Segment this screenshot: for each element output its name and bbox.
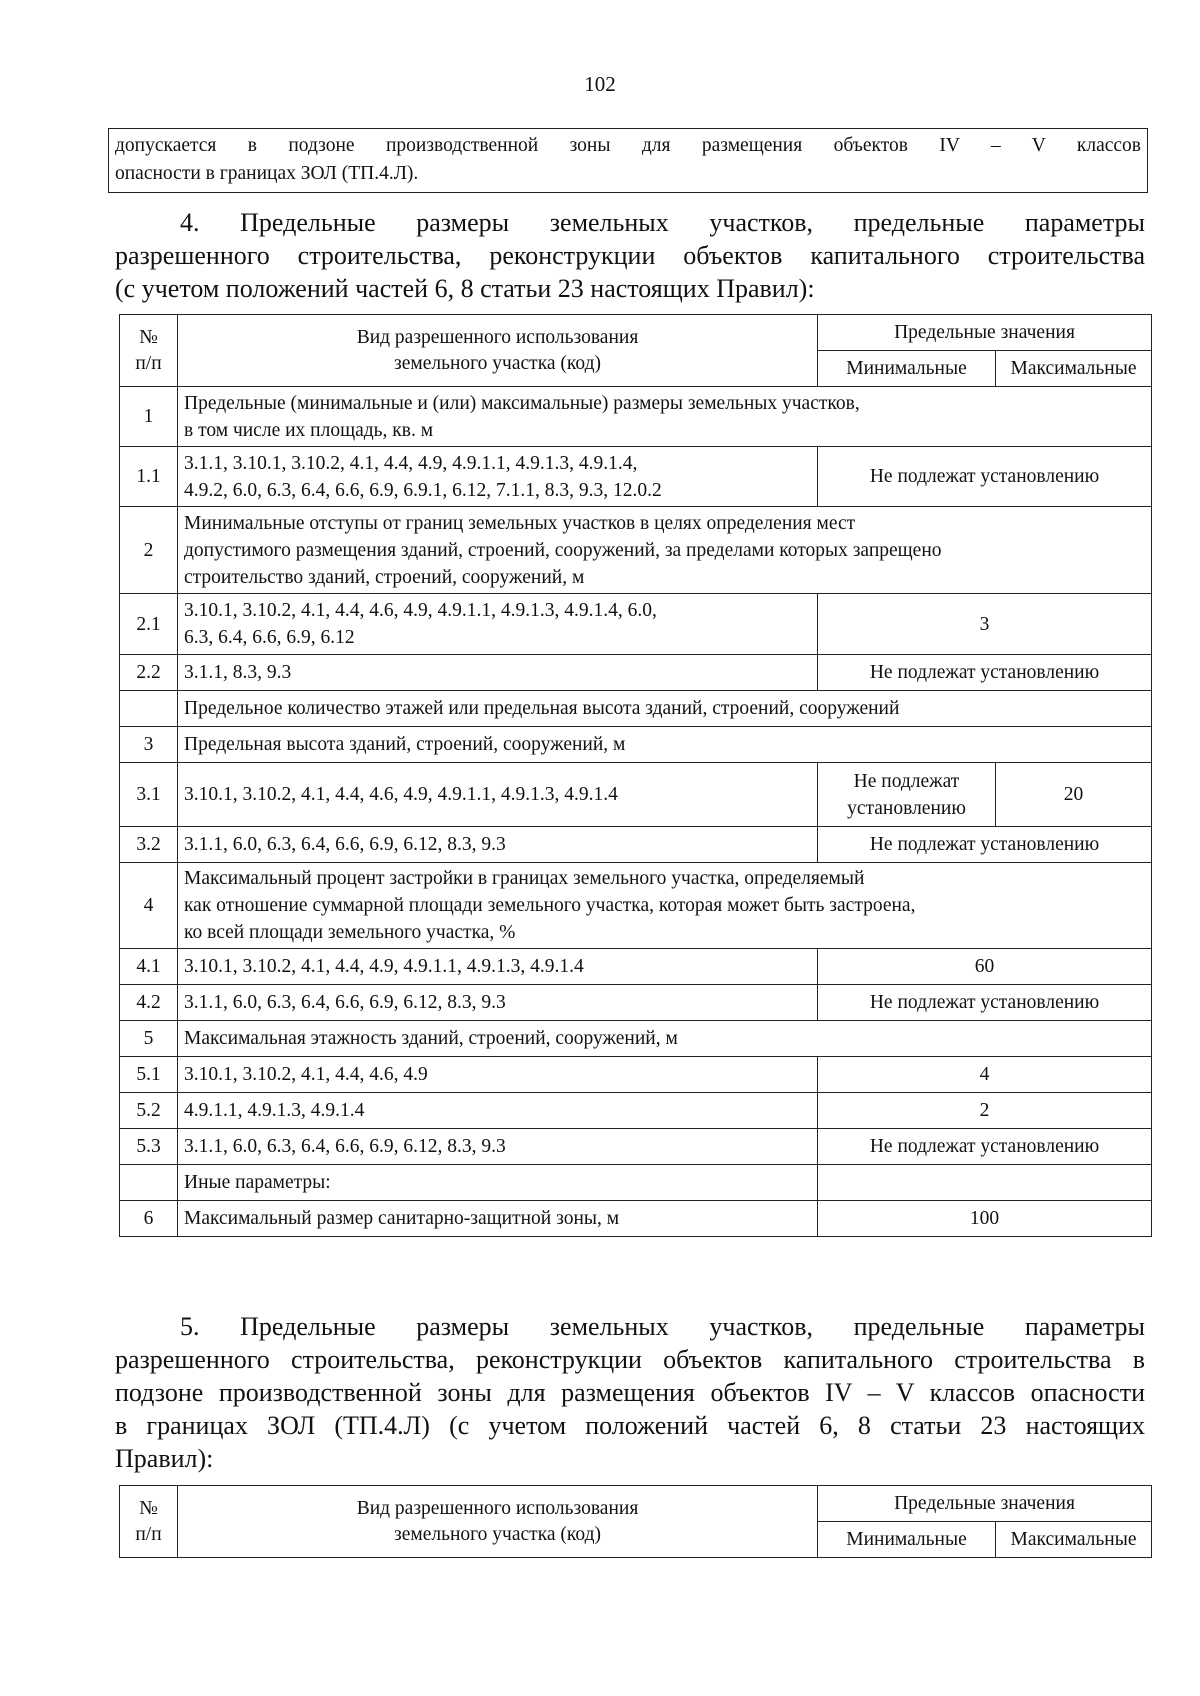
paragraph-line: (с учетом положений частей 6, 8 статьи 23 настоящих Правил): bbox=[115, 274, 815, 303]
table-row bbox=[120, 655, 1152, 691]
row-num: 5.2 bbox=[120, 1093, 178, 1129]
table-row bbox=[120, 1021, 1152, 1057]
header-kind: Вид разрешенного использования земельного участка (код) bbox=[178, 315, 818, 387]
continued-text-line: допускается в подзоне производственной зоны для размещения объектов IV – V классов bbox=[115, 135, 1141, 156]
row-num: 4.2 bbox=[120, 985, 178, 1021]
row-text: 3.1.1, 6.0, 6.3, 6.4, 6.6, 6.9, 6.12, 8.3, 9.3 bbox=[178, 1129, 818, 1165]
row-value: 3 bbox=[818, 594, 1152, 655]
row-value: 100 bbox=[818, 1201, 1152, 1237]
row-num: 3 bbox=[120, 727, 178, 763]
row-value: 60 bbox=[818, 949, 1152, 985]
row-num: 5.1 bbox=[120, 1057, 178, 1093]
row-value: 2 bbox=[818, 1093, 1152, 1129]
row-min-value: Не подлежат установлению bbox=[818, 763, 996, 827]
row-text: 3.1.1, 3.10.1, 3.10.2, 4.1, 4.4, 4.9, 4.9.1.1, 4.9.1.3, 4.9.1.4, 4.9.2, 6.0, 6.3, 6.4, 6.6, 6.9, 6.9.1, 6.12, 7.1.1, 8.3, 9.3, 12.0.2 bbox=[178, 447, 818, 507]
row-value: Не подлежат установлению bbox=[818, 655, 1152, 691]
continued-text-line: опасности в границах ЗОЛ (ТП.4.Л). bbox=[115, 163, 419, 184]
header-num: № п/п bbox=[120, 1486, 178, 1558]
row-text: Предельное количество этажей или предельная высота зданий, строений, сооружений bbox=[178, 691, 1152, 727]
paragraph-line: разрешенного строительства, реконструкции объектов капитального строительства bbox=[115, 241, 1145, 270]
paragraph-line: 5. Предельные размеры земельных участков, предельные параметры bbox=[180, 1312, 1145, 1341]
header-num: № п/п bbox=[120, 315, 178, 387]
table-row bbox=[120, 691, 1152, 727]
row-text: 4.9.1.1, 4.9.1.3, 4.9.1.4 bbox=[178, 1093, 818, 1129]
row-num: 5 bbox=[120, 1021, 178, 1057]
row-num: 6 bbox=[120, 1201, 178, 1237]
row-text: Предельная высота зданий, строений, сооружений, м bbox=[178, 727, 1152, 763]
header-limits: Предельные значения bbox=[818, 1486, 1152, 1522]
row-num bbox=[120, 1165, 178, 1201]
row-text: Иные параметры: bbox=[178, 1165, 818, 1201]
page-number: 102 bbox=[584, 72, 616, 96]
header-max: Максимальные bbox=[996, 1522, 1152, 1558]
row-value: Не подлежат установлению bbox=[818, 827, 1152, 863]
row-value bbox=[818, 1165, 1152, 1201]
table-row bbox=[120, 827, 1152, 863]
paragraph-line: подзоне производственной зоны для размещения объектов IV – V классов опасности bbox=[115, 1378, 1145, 1407]
table-row bbox=[120, 1201, 1152, 1237]
row-text: 3.10.1, 3.10.2, 4.1, 4.4, 4.9, 4.9.1.1, 4.9.1.3, 4.9.1.4 bbox=[178, 949, 818, 985]
row-num: 2 bbox=[120, 507, 178, 594]
row-value: Не подлежат установлению bbox=[818, 1129, 1152, 1165]
table-row bbox=[120, 1057, 1152, 1093]
row-num: 2.2 bbox=[120, 655, 178, 691]
row-num bbox=[120, 691, 178, 727]
row-num: 2.1 bbox=[120, 594, 178, 655]
table-row bbox=[120, 949, 1152, 985]
paragraph-line: в границах ЗОЛ (ТП.4.Л) (с учетом положений частей 6, 8 статьи 23 настоящих bbox=[115, 1411, 1145, 1440]
table-row bbox=[120, 594, 1152, 655]
limits-table-2 bbox=[119, 1485, 1152, 1558]
paragraph-line: разрешенного строительства, реконструкции объектов капитального строительства в bbox=[115, 1345, 1145, 1374]
section-5-paragraph bbox=[115, 1310, 1145, 1475]
header-min: Минимальные bbox=[818, 351, 996, 387]
row-text: 3.1.1, 8.3, 9.3 bbox=[178, 655, 818, 691]
table-row bbox=[120, 863, 1152, 949]
paragraph-line: 4. Предельные размеры земельных участков, предельные параметры bbox=[180, 208, 1145, 237]
row-text: Максимальная этажность зданий, строений, сооружений, м bbox=[178, 1021, 1152, 1057]
row-num: 4 bbox=[120, 863, 178, 949]
row-text: 3.1.1, 6.0, 6.3, 6.4, 6.6, 6.9, 6.12, 8.3, 9.3 bbox=[178, 827, 818, 863]
paragraph-line: Правил): bbox=[115, 1444, 214, 1473]
header-kind: Вид разрешенного использования земельного участка (код) bbox=[178, 1486, 818, 1558]
section-4-paragraph bbox=[115, 206, 1145, 305]
table-header-row bbox=[120, 1486, 1152, 1522]
row-num: 4.1 bbox=[120, 949, 178, 985]
row-num: 3.2 bbox=[120, 827, 178, 863]
table-row bbox=[120, 727, 1152, 763]
row-value: Не подлежат установлению bbox=[818, 985, 1152, 1021]
row-num: 3.1 bbox=[120, 763, 178, 827]
table-row bbox=[120, 507, 1152, 594]
header-limits: Предельные значения bbox=[818, 315, 1152, 351]
table-header-row bbox=[120, 315, 1152, 351]
row-text: Предельные (минимальные и (или) максимальные) размеры земельных участков, в том числе их площадь, кв. м bbox=[178, 387, 1152, 447]
row-text: Максимальный процент застройки в границах земельного участка, определяемый как отношение суммарной площади земельного участка, которая может быть застроена, ко всей площади земельного участка, % bbox=[178, 863, 1152, 949]
table-row bbox=[120, 1165, 1152, 1201]
row-text: 3.10.1, 3.10.2, 4.1, 4.4, 4.6, 4.9, 4.9.1.1, 4.9.1.3, 4.9.1.4, 6.0, 6.3, 6.4, 6.6, 6.9, 6.12 bbox=[178, 594, 818, 655]
row-value: Не подлежат установлению bbox=[818, 447, 1152, 507]
row-value: 4 bbox=[818, 1057, 1152, 1093]
row-num: 1.1 bbox=[120, 447, 178, 507]
row-text: Минимальные отступы от границ земельных участков в целях определения мест допустимого размещения зданий, строений, сооружений, за пределами которых запрещено строительство зданий, строений, сооружений, м bbox=[178, 507, 1152, 594]
table-row bbox=[120, 1129, 1152, 1165]
continued-text-box bbox=[108, 128, 1148, 193]
table-row bbox=[120, 763, 1152, 827]
row-text: Максимальный размер санитарно-защитной зоны, м bbox=[178, 1201, 818, 1237]
table-row bbox=[120, 985, 1152, 1021]
row-text: 3.10.1, 3.10.2, 4.1, 4.4, 4.6, 4.9 bbox=[178, 1057, 818, 1093]
row-text: 3.1.1, 6.0, 6.3, 6.4, 6.6, 6.9, 6.12, 8.3, 9.3 bbox=[178, 985, 818, 1021]
limits-table bbox=[119, 314, 1152, 1237]
table-row bbox=[120, 387, 1152, 447]
row-num: 5.3 bbox=[120, 1129, 178, 1165]
row-num: 1 bbox=[120, 387, 178, 447]
header-max: Максимальные bbox=[996, 351, 1152, 387]
header-min: Минимальные bbox=[818, 1522, 996, 1558]
table-row bbox=[120, 1093, 1152, 1129]
table-row bbox=[120, 447, 1152, 507]
row-text: 3.10.1, 3.10.2, 4.1, 4.4, 4.6, 4.9, 4.9.1.1, 4.9.1.3, 4.9.1.4 bbox=[178, 763, 818, 827]
row-max-value: 20 bbox=[996, 763, 1152, 827]
